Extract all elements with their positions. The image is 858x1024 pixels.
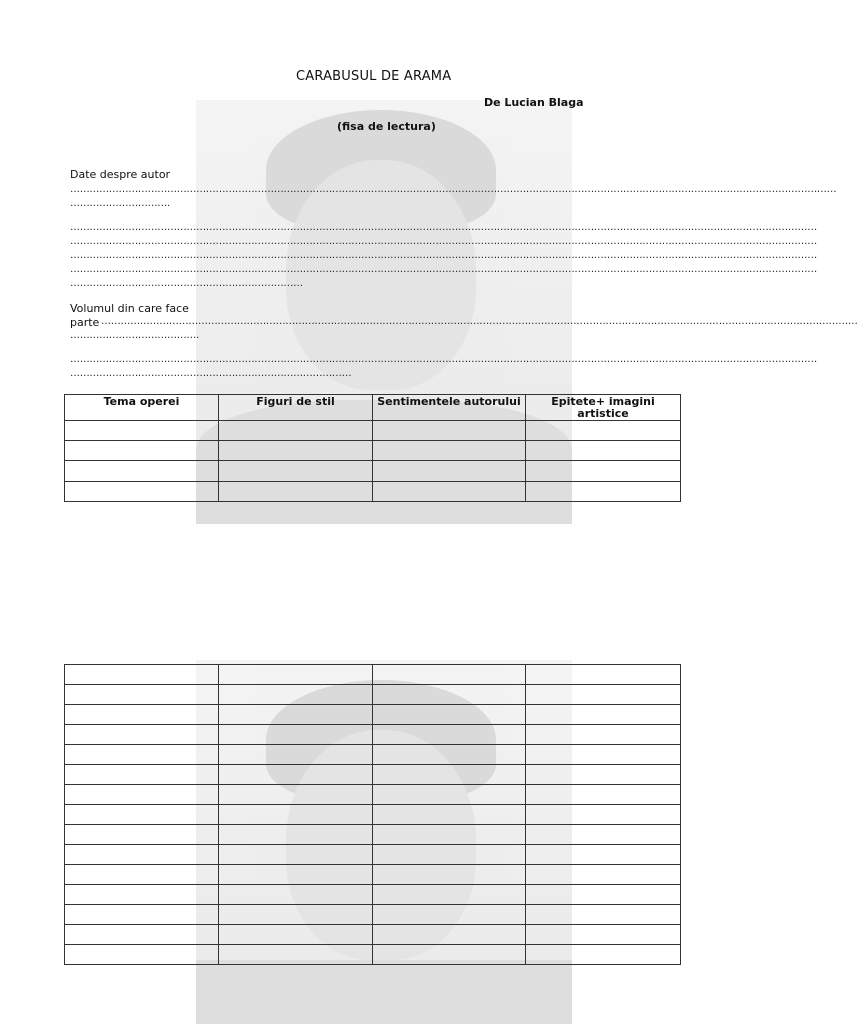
dot-line: ………………………………………………………………………………………………………………………………………………………………………………………………………………… <box>70 184 837 195</box>
table-cell[interactable] <box>65 905 219 925</box>
table-row <box>65 725 681 745</box>
dot-line: …………………………………………………………………………………………………………………………………………………………………………………………………………… <box>70 222 817 233</box>
table-row <box>65 421 681 441</box>
table-cell[interactable] <box>65 725 219 745</box>
author-line: De Lucian Blaga <box>484 96 584 109</box>
table-cell[interactable] <box>526 421 681 441</box>
table-cell[interactable] <box>65 765 219 785</box>
table-cell[interactable] <box>219 745 373 765</box>
dot-line: …………………………………………………………………………………………………………………………………………………………………………………………………………… <box>70 264 817 275</box>
table-cell[interactable] <box>65 685 219 705</box>
table-cell[interactable] <box>219 885 373 905</box>
table-cell[interactable] <box>373 665 526 685</box>
header-sentimente: Sentimentele autorului <box>373 395 526 421</box>
table-cell[interactable] <box>219 765 373 785</box>
table-cell[interactable] <box>65 421 219 441</box>
table-cell[interactable] <box>373 905 526 925</box>
table-cell[interactable] <box>526 685 681 705</box>
table-cell[interactable] <box>526 885 681 905</box>
table-cell[interactable] <box>526 825 681 845</box>
table-cell[interactable] <box>65 745 219 765</box>
table-cell[interactable] <box>526 745 681 765</box>
table-cell[interactable] <box>65 665 219 685</box>
table-cell[interactable] <box>526 945 681 965</box>
document-title: CARABUSUL DE ARAMA <box>296 69 452 84</box>
section-author-label: Date despre autor <box>70 168 171 181</box>
table-row <box>65 945 681 965</box>
table-cell[interactable] <box>219 925 373 945</box>
table-cell[interactable] <box>526 441 681 461</box>
table-cell[interactable] <box>526 482 681 502</box>
table-cell[interactable] <box>526 665 681 685</box>
table-cell[interactable] <box>65 925 219 945</box>
table-cell[interactable] <box>373 845 526 865</box>
table-cell[interactable] <box>219 665 373 685</box>
table-cell[interactable] <box>65 865 219 885</box>
table-cell[interactable] <box>219 685 373 705</box>
continuation-table <box>64 664 681 965</box>
table-row <box>65 765 681 785</box>
header-epitete-line2: artistice <box>577 407 629 420</box>
table-cell[interactable] <box>65 785 219 805</box>
table-cell[interactable] <box>373 805 526 825</box>
table-cell[interactable] <box>526 785 681 805</box>
table-cell[interactable] <box>219 461 373 482</box>
table-cell[interactable] <box>373 685 526 705</box>
table-row <box>65 925 681 945</box>
dot-line: …………………………………………………………………………………………………………………………………………………………………………………………………………… <box>70 250 817 261</box>
table-cell[interactable] <box>526 725 681 745</box>
table-row <box>65 665 681 685</box>
table-cell[interactable] <box>65 885 219 905</box>
table-cell[interactable] <box>526 765 681 785</box>
table-cell[interactable] <box>373 421 526 441</box>
table-row <box>65 705 681 725</box>
table-cell[interactable] <box>373 785 526 805</box>
table-cell[interactable] <box>373 945 526 965</box>
table-cell[interactable] <box>219 905 373 925</box>
table-cell[interactable] <box>65 441 219 461</box>
header-figuri: Figuri de stil <box>219 395 373 421</box>
table-cell[interactable] <box>373 461 526 482</box>
table-cell[interactable] <box>65 945 219 965</box>
volume-label: Volumul din care face <box>70 302 189 315</box>
table-row <box>65 482 681 502</box>
table-cell[interactable] <box>219 705 373 725</box>
table-row <box>65 825 681 845</box>
table-cell[interactable] <box>526 865 681 885</box>
table-cell[interactable] <box>65 825 219 845</box>
table-cell[interactable] <box>373 825 526 845</box>
table-cell[interactable] <box>219 805 373 825</box>
table-cell[interactable] <box>219 785 373 805</box>
dot-line: ……………………………………………………………… <box>70 278 303 289</box>
table-cell[interactable] <box>373 725 526 745</box>
table-row <box>65 845 681 865</box>
table-cell[interactable] <box>219 945 373 965</box>
header-tema: Tema operei <box>65 395 219 421</box>
dot-line: …………………………………. <box>70 330 199 341</box>
dot-line: …………………………. <box>70 198 170 209</box>
table-cell[interactable] <box>65 461 219 482</box>
table-cell[interactable] <box>65 482 219 502</box>
table-cell[interactable] <box>219 825 373 845</box>
table-row <box>65 805 681 825</box>
dot-line: …………………………………………………………………………………………………………………………………………………………………………………………………………… <box>70 236 817 247</box>
header-epitete-line1: Epitete+ imagini <box>551 395 655 408</box>
table-cell[interactable] <box>373 925 526 945</box>
table-cell[interactable] <box>65 845 219 865</box>
table-row <box>65 905 681 925</box>
table-row <box>65 785 681 805</box>
table-cell[interactable] <box>219 845 373 865</box>
table-row <box>65 461 681 482</box>
table-cell[interactable] <box>373 441 526 461</box>
volume-label-continued: parte <box>70 316 100 329</box>
table-cell[interactable] <box>219 482 373 502</box>
table-cell[interactable] <box>65 705 219 725</box>
table-cell[interactable] <box>219 421 373 441</box>
table-cell[interactable] <box>373 705 526 725</box>
table-cell[interactable] <box>219 865 373 885</box>
table-cell[interactable] <box>526 845 681 865</box>
header-epitete <box>526 395 681 421</box>
table-cell[interactable] <box>526 925 681 945</box>
dot-line: …………………………………………………………………………………………………………………………………………………………………………………………………………… <box>70 354 817 365</box>
dot-line: …………………………………………………………………………… <box>70 368 352 379</box>
table-cell[interactable] <box>526 461 681 482</box>
table-cell[interactable] <box>219 725 373 745</box>
table-cell[interactable] <box>373 765 526 785</box>
table-cell[interactable] <box>526 805 681 825</box>
dot-line: ……………………………………………………………………………………………………………………………………………………………………………………………………………… <box>101 316 858 327</box>
table-cell[interactable] <box>373 885 526 905</box>
table-row <box>65 885 681 905</box>
table-cell[interactable] <box>526 905 681 925</box>
table-cell[interactable] <box>373 865 526 885</box>
table-row <box>65 685 681 705</box>
table-row <box>65 441 681 461</box>
table-cell[interactable] <box>373 745 526 765</box>
table-cell[interactable] <box>526 705 681 725</box>
table-cell[interactable] <box>219 441 373 461</box>
analysis-table <box>64 394 681 502</box>
table-cell[interactable] <box>373 482 526 502</box>
document-subtitle: (fisa de lectura) <box>337 120 436 133</box>
table-row <box>65 865 681 885</box>
table-row <box>65 745 681 765</box>
table-cell[interactable] <box>65 805 219 825</box>
